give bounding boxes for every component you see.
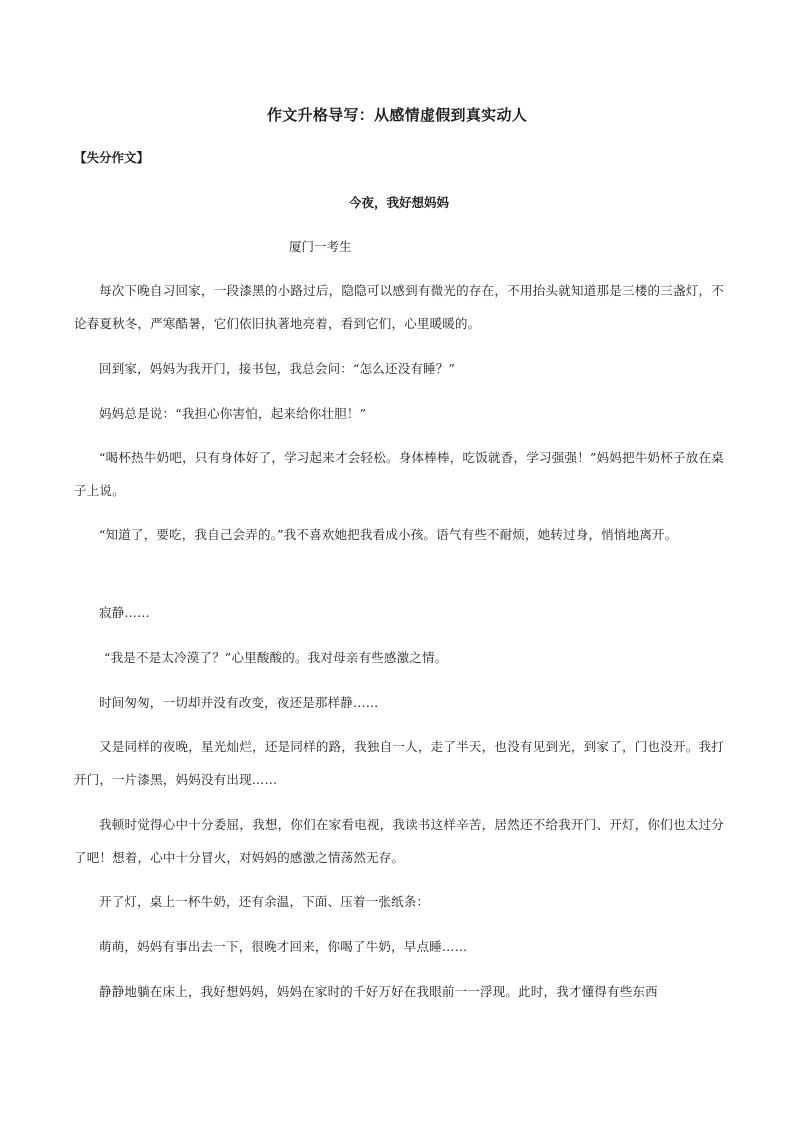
document-title: 作文升格导写：从感情虚假到真实动人 bbox=[266, 106, 528, 124]
paragraph: 每次下晚自习回家，一段漆黑的小路过后，隐隐可以感到有微光的存在，不用抬头就知道那是三楼的三盏灯，不论春夏秋冬，严寒酷暑，它们依旧执著地亮着，看到它们，心里暖暖的。 bbox=[74, 283, 724, 331]
paragraph: 时间匆匆，一切却并没有改变，夜还是那样静…… bbox=[99, 695, 379, 710]
paragraph: 萌萌，妈妈有事出去一下，很晚才回来，你喝了牛奶，早点睡…… bbox=[99, 939, 468, 954]
paragraph: 又是同样的夜晚，星光灿烂，还是同样的路，我独自一人，走了半天，也没有见到光，到家了，门也没开。我打开门，一片漆黑，妈妈没有出现…… bbox=[74, 739, 724, 787]
paragraph: “喝杯热牛奶吧，只有身体好了，学习起来才会轻松。身体棒棒，吃饭就香，学习强强！”妈妈把牛奶杯子放在桌子上说。 bbox=[74, 450, 724, 498]
paragraph: 静静地躺在床上，我好想妈妈，妈妈在家时的千好万好在我眼前一一浮现。此时，我才懂得有些东西 bbox=[99, 984, 658, 999]
paragraph: 开了灯，桌上一杯牛奶，还有余温，下面、压着一张纸条： bbox=[99, 894, 430, 909]
section-label: 【失分作文】 bbox=[74, 150, 150, 165]
paragraph: “知道了，要吃，我自己会弄的。”我不喜欢她把我看成小孩。语气有些不耐烦，她转过身，悄悄地离开。 bbox=[99, 527, 678, 542]
paragraph: “我是不是太冷漠了？”心里酸酸的。我对母亲有些感激之情。 bbox=[104, 650, 448, 665]
paragraph: 寂静…… bbox=[99, 605, 150, 620]
essay-title: 今夜，我好想妈妈 bbox=[348, 195, 449, 210]
paragraph: 回到家，妈妈为我开门，接书包，我总会问：“怎么还没有睡？” bbox=[99, 361, 456, 376]
essay-author: 厦门一考生 bbox=[289, 239, 352, 254]
paragraph: 妈妈总是说：“我担心你害怕，起来给你壮胆！” bbox=[99, 406, 367, 421]
paragraph: 我顿时觉得心中十分委屈，我想，你们在家看电视，我读书这样辛苦，居然还不给我开门、开灯，你们也太过分了吧！想着，心中十分冒火，对妈妈的感激之情荡然无存。 bbox=[74, 817, 724, 865]
